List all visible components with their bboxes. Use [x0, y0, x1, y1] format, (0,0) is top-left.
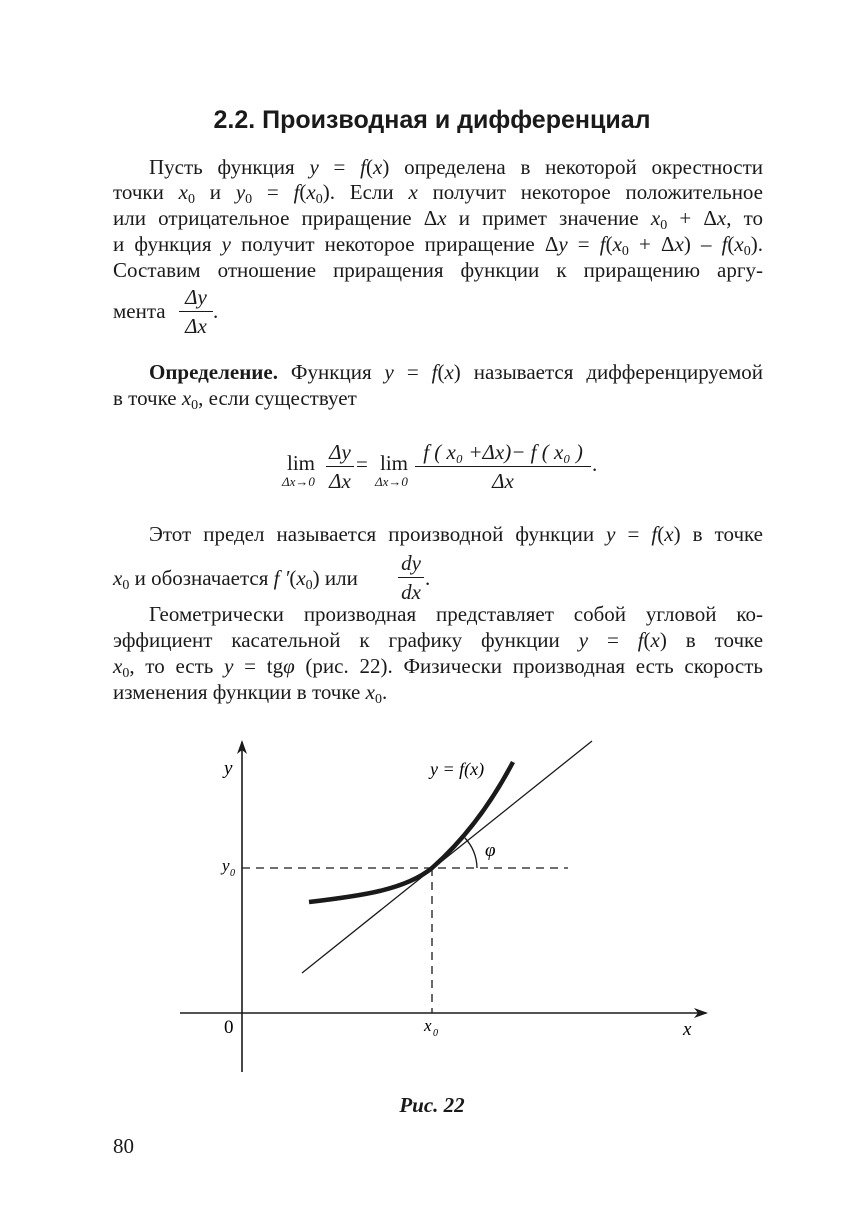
- para2-line1: Этот предел называется производной функции y = f(x) в точке: [149, 522, 764, 546]
- definition-line1: Определение. Функция y = f(x) называется дифференцируемой: [149, 360, 763, 384]
- fraction-dy-dx: Δy Δx: [179, 285, 213, 339]
- fraction-period: .: [213, 299, 219, 323]
- formula-period: .: [592, 452, 598, 476]
- fraction-dy-dx-2: dy dx: [398, 551, 424, 605]
- limit-1: lim: [287, 451, 316, 475]
- x-axis-label: x: [683, 1019, 692, 1040]
- para1-line4: и функция y получит некоторое приращение $\Delta y = f(x_0 + \Delta x) - f(x_0)$.: [113, 232, 763, 259]
- y0-label: y: [222, 856, 230, 875]
- definition-label: Определение.: [149, 360, 278, 384]
- para2-line2: $x_0$ и обозначается f $'(x_0)$ или: [113, 566, 358, 593]
- fraction-2-period: .: [425, 566, 431, 590]
- limit-2: lim: [380, 451, 409, 475]
- origin-label: 0: [224, 1017, 234, 1038]
- x0-label-sub: 0: [433, 1028, 438, 1039]
- para1-line5: Составим отношение приращения функции к приращению аргу-: [113, 258, 763, 282]
- figure-caption: Рис. 22: [399, 1093, 465, 1117]
- angle-arc: [465, 838, 477, 868]
- para1-line6: мента: [113, 299, 166, 323]
- para3-line1: Геометрически производная представляет собой угловой ко-: [149, 602, 763, 626]
- page-number: 80: [113, 1134, 134, 1158]
- section-heading: 2.2. Производная и дифференциал: [213, 106, 651, 134]
- formula-equals: =: [356, 452, 368, 476]
- angle-label: φ: [485, 840, 496, 861]
- limit-2-sub: Δx→0: [375, 474, 408, 489]
- y-axis-label: y: [224, 758, 233, 779]
- para1-line1: Пусть функция y = f(x) определена в некоторой окрестности: [149, 155, 764, 179]
- formula-fraction-1: Δy Δx: [326, 440, 354, 494]
- limit-1-sub: Δx→0: [282, 474, 315, 489]
- para1-line3: или отрицательное приращение Δx и примет значение $x_0 + \Delta x$, то: [113, 206, 764, 233]
- y0-label-sub: 0: [230, 868, 235, 879]
- curve-label: y = f(x): [430, 759, 485, 779]
- formula-fraction-2: f ( x₀ +Δx)− f ( x₀ ) Δx: [415, 440, 591, 494]
- para3-line2: эффициент касательной к графику функции y = f(x) в точке: [113, 628, 764, 652]
- definition-line2: в точке $x_0$, если существует: [113, 386, 357, 413]
- para3-line3: $x_0$, то есть y = tgφ (рис. 22). Физически производная есть скорость: [113, 654, 763, 681]
- x0-label: x: [424, 1016, 432, 1035]
- para3-line4: изменения функции в точке $x_0$.: [113, 680, 388, 707]
- para1-line2: точки $x_0$ и $y_0 = f(x_0)$. Если x получит некоторое положительное: [113, 180, 764, 207]
- function-curve: [309, 762, 513, 902]
